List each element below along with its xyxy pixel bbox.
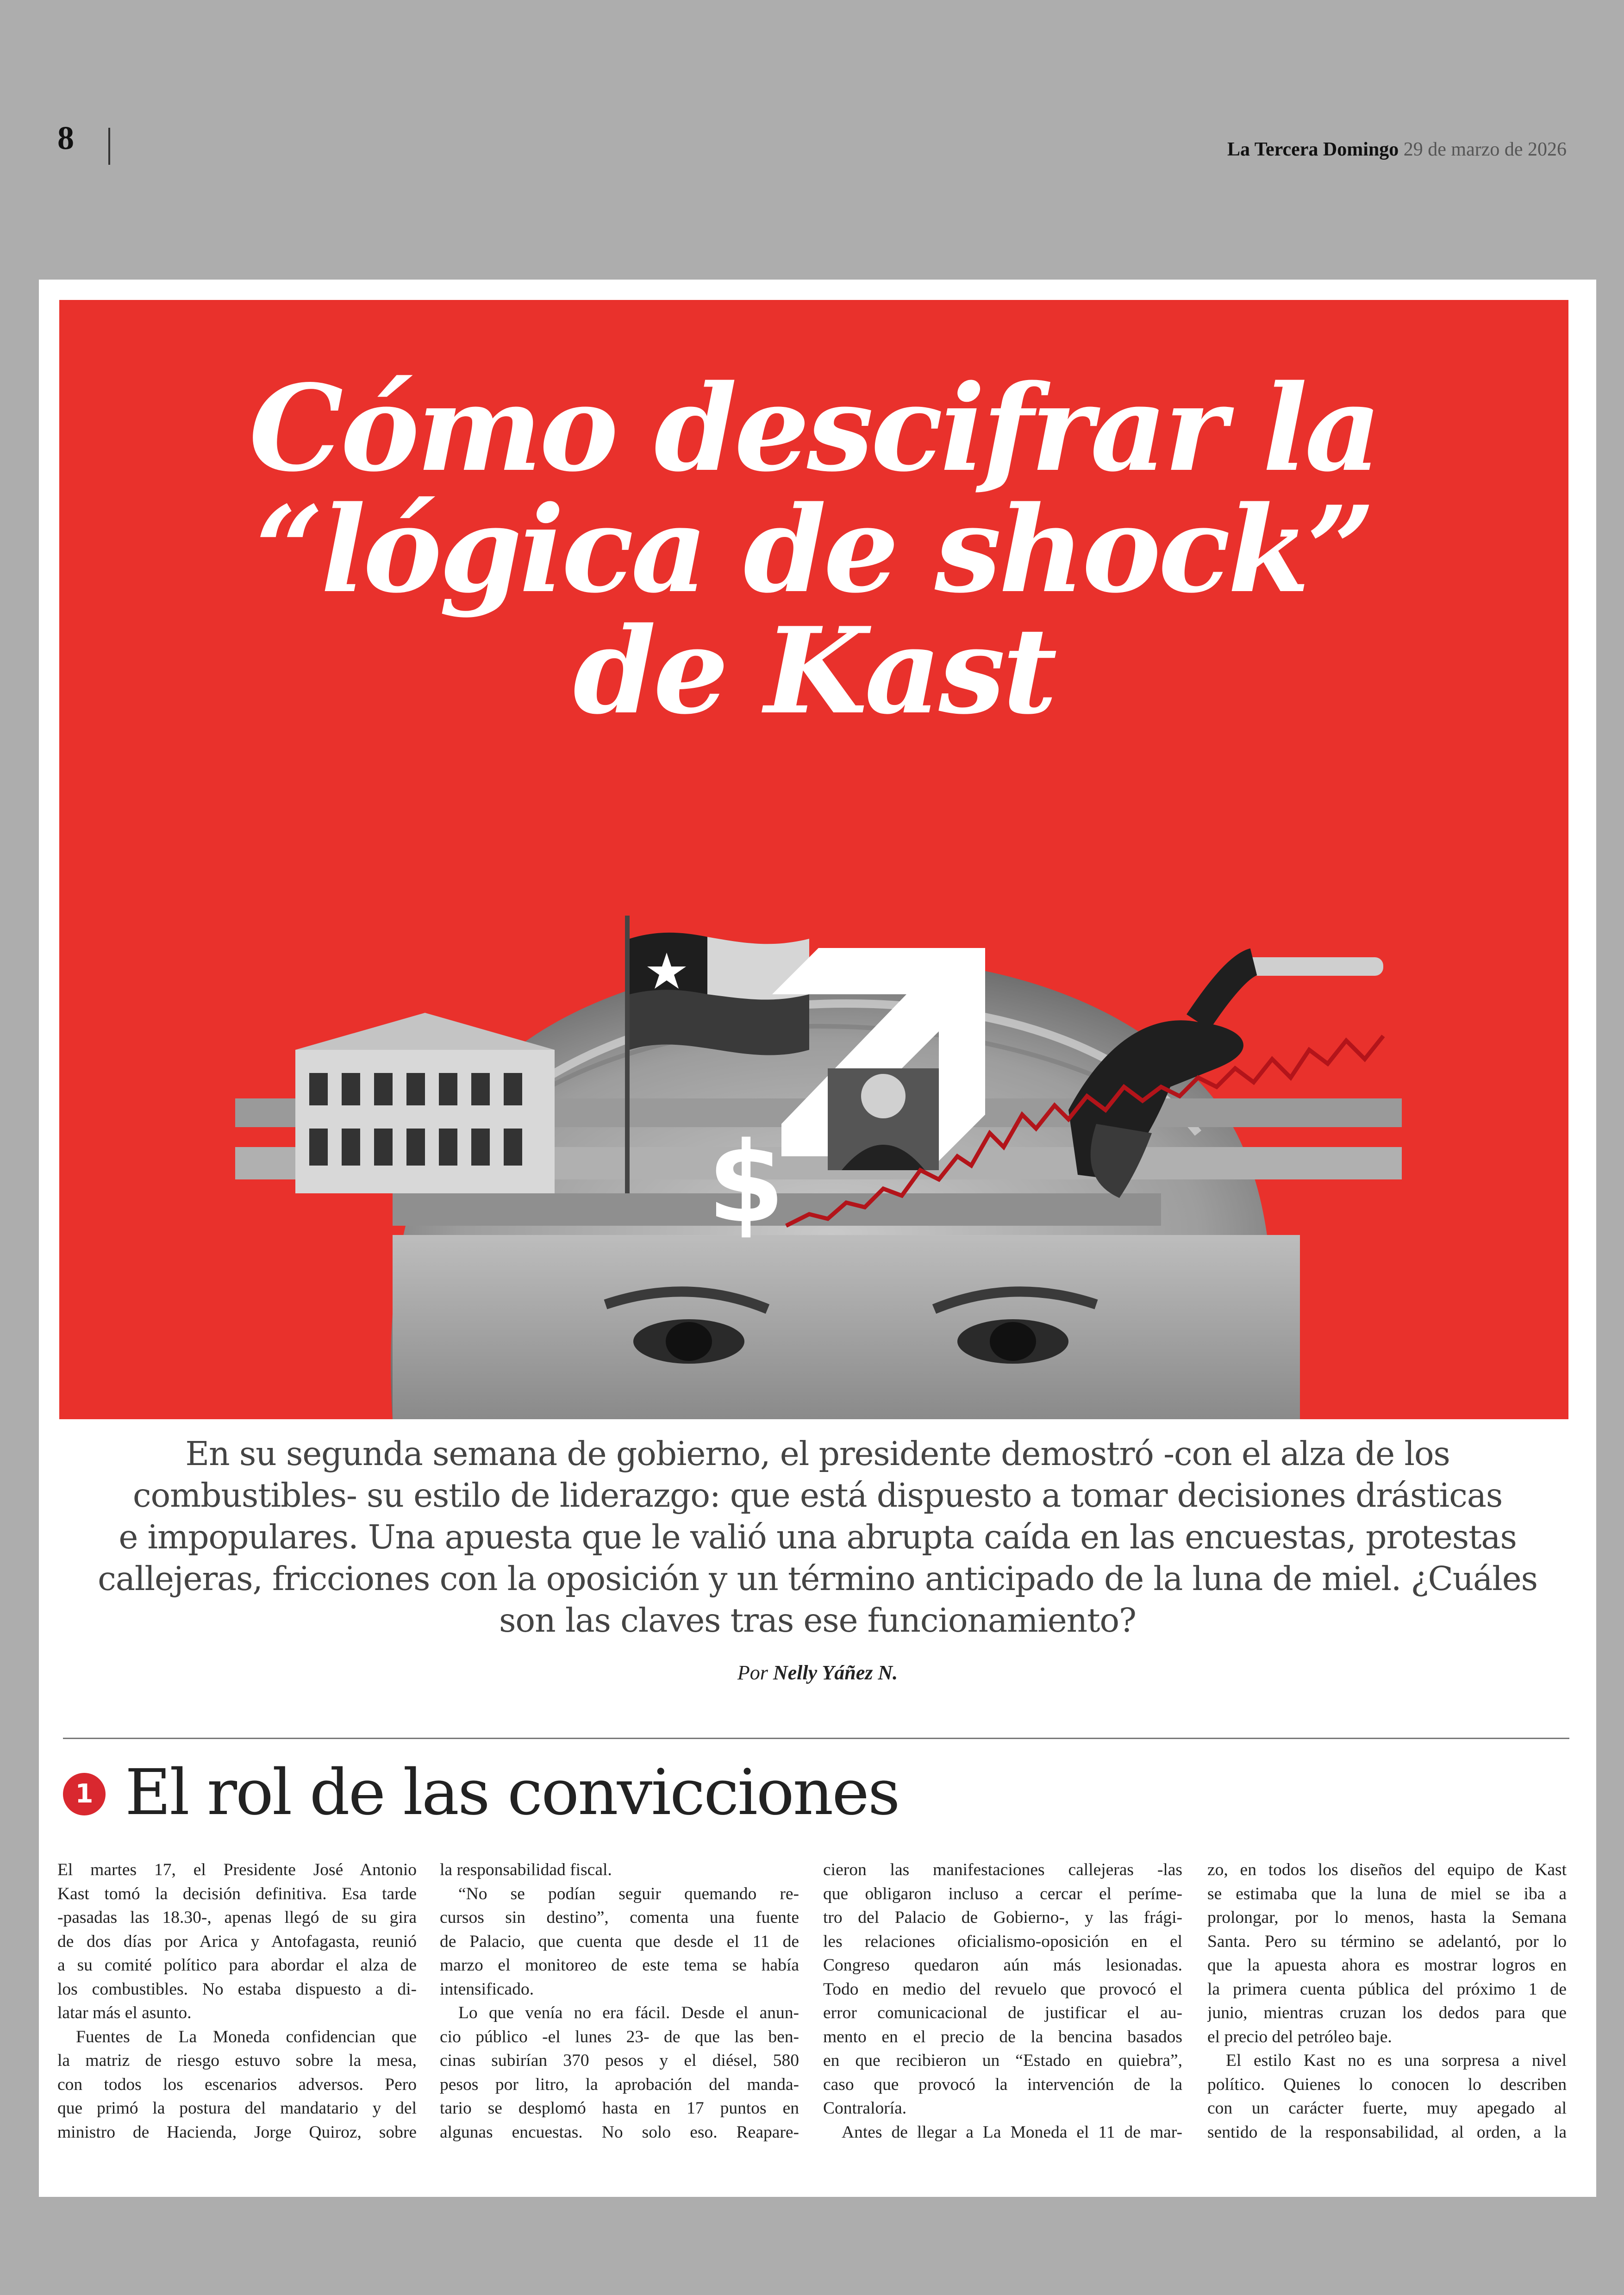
article-body [57, 1858, 1585, 2182]
body-line: de dos días por Arica y Antofagasta, reunió [57, 1932, 417, 1951]
body-line: que obligaron incluso a cercar el períme- [823, 1884, 1182, 1903]
publication-name: La Tercera Domingo [1227, 139, 1399, 160]
page-number: 8 [57, 119, 74, 156]
body-line: político. Quienes lo conocen lo describen [1207, 2075, 1567, 2094]
body-line: que la apuesta ahora es mostrar logros en [1207, 1956, 1567, 1975]
deck-line: son las claves tras ese funcionamiento? [499, 1601, 1136, 1640]
body-line: caso que provocó la intervención de la [823, 2075, 1182, 2094]
body-line: la primera cuenta pública del próximo 1 de [1207, 1979, 1567, 1999]
body-line: marzo el monitoreo de este tema se había [440, 1956, 799, 1975]
body-column-4 [1207, 1858, 1567, 2144]
body-line: con todos los escenarios adversos. Pero [57, 2075, 417, 2094]
body-line: de Palacio, que cuenta que desde el 11 de [440, 1932, 799, 1951]
body-line: pesos por litro, la aprobación del manda- [440, 2075, 799, 2094]
body-line: Todo en medio del revuelo que provocó el [823, 1979, 1182, 1999]
body-line: “No se podían seguir quemando re- [458, 1884, 799, 1903]
body-line: sentido de la responsabilidad, al orden, a la [1207, 2122, 1567, 2142]
body-line: en que recibieron un “Estado en quiebra”, [823, 2051, 1182, 2070]
body-line: que primó la postura del mandatario y del [57, 2099, 417, 2118]
body-line: Lo que venía no era fácil. Desde el anun- [458, 2003, 799, 2022]
body-line: El martes 17, el Presidente José Antonio [57, 1860, 417, 1879]
dollar-icon: $ [707, 1118, 785, 1247]
body-line: Kast tomó la decisión definitiva. Esa tarde [57, 1884, 417, 1903]
body-column-3 [823, 1858, 1182, 2144]
body-line: Congreso quedaron aún más lesionadas. [823, 1956, 1182, 1975]
body-line: cieron las manifestaciones callejeras -las [823, 1860, 1182, 1879]
headline-line: “lógica de shock” [255, 480, 1373, 619]
section-title: El rol de las convicciones [125, 1756, 899, 1829]
body-line: los combustibles. No estaba dispuesto a di- [57, 1979, 417, 1999]
deck-line: e impopulares. Una apuesta que le valió una abrupta caída en las encuestas, protestas [119, 1518, 1517, 1556]
palace-building [295, 1013, 555, 1193]
byline [39, 1661, 1596, 1684]
article-deck [57, 1433, 1578, 1641]
minister-photo [828, 1068, 939, 1170]
headline [59, 359, 1568, 741]
hero-illustration [59, 300, 1568, 1419]
section-divider [63, 1738, 1569, 1739]
header-divider [108, 128, 110, 165]
byline-author: Nelly Yáñez N. [773, 1661, 898, 1684]
headline-line: Cómo descifrar la [249, 359, 1379, 498]
body-column-2 [440, 1858, 799, 2144]
body-line: el precio del petróleo baje. [1207, 2027, 1392, 2046]
body-line: -pasadas las 18.30-, apenas llegó de su gira [57, 1908, 417, 1927]
body-line: Contraloría. [823, 2099, 907, 2118]
body-line: cinas subirían 370 pesos y el diésel, 580 [440, 2051, 799, 2070]
body-line: Fuentes de La Moneda confidencian que [76, 2027, 417, 2046]
body-line: se estimaba que la luna de miel se iba a [1207, 1884, 1567, 1903]
body-line: cio público -el lunes 23- de que las ben- [440, 2027, 799, 2046]
body-line: mento en el precio de la bencina basados [823, 2027, 1182, 2046]
deck-line: En su segunda semana de gobierno, el presidente demostró -con el alza de los [185, 1434, 1450, 1473]
body-line: zo, en todos los diseños del equipo de Kast [1207, 1860, 1567, 1879]
issue-date: 29 de marzo de 2026 [1403, 139, 1567, 160]
body-line: algunas encuestas. No solo eso. Reapare- [440, 2122, 799, 2142]
body-line: ministro de Hacienda, Jorge Quiroz, sobre [57, 2122, 417, 2142]
body-line: tario se desplomó hasta en 17 puntos en [440, 2099, 799, 2118]
body-line: Antes de llegar a La Moneda el 11 de mar- [842, 2122, 1182, 2142]
deck-line: combustibles- su estilo de liderazgo: que está dispuesto a tomar decisiones drásticas [132, 1476, 1503, 1515]
article-page [39, 280, 1596, 2197]
body-line: junio, mientras cruzan los dedos para que [1207, 2003, 1567, 2022]
body-column-1 [57, 1858, 417, 2144]
body-line: Santa. Pero su término se adelantó, por lo [1207, 1932, 1567, 1951]
body-line: la responsabilidad fiscal. [440, 1860, 612, 1879]
body-line: error comunicacional de justificar el au- [823, 2003, 1182, 2022]
deck-line: callejeras, fricciones con la oposición y un término anticipado de la luna de miel. ¿Cuáles [98, 1559, 1537, 1598]
body-line: intensificado. [440, 1979, 534, 1999]
body-line: les relaciones oficialismo-oposición en el [823, 1932, 1182, 1951]
headline-line: de Kast [573, 602, 1055, 741]
body-line: prolongar, por lo menos, hasta la Semana [1207, 1908, 1567, 1927]
body-line: latar más el asunto. [57, 2003, 192, 2022]
section-number-badge: 1 [63, 1773, 106, 1815]
masthead [1227, 140, 1567, 159]
body-line: la matriz de riesgo estuvo sobre la mesa, [57, 2051, 417, 2070]
body-line: con un carácter fuerte, muy apegado al [1207, 2099, 1567, 2118]
body-line: a su comité político para abordar el alza de [57, 1956, 417, 1975]
body-line: El estilo Kast no es una sorpresa a nivel [1226, 2051, 1567, 2070]
byline-prefix: Por [737, 1661, 768, 1684]
body-line: cursos sin destino”, comenta una fuente [440, 1908, 799, 1927]
body-line: tro del Palacio de Gobierno-, y las frági- [823, 1908, 1182, 1927]
